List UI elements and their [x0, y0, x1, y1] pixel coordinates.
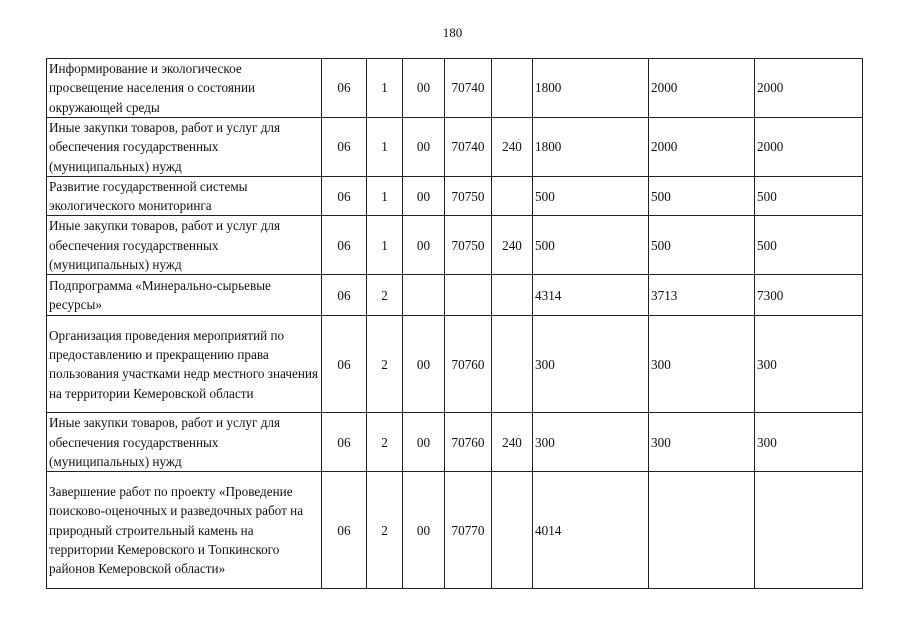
code-section: 06 [322, 413, 367, 472]
row-description: Иные закупки товаров, работ и услуг для обеспечения государственных (муниципальных) нужд [47, 117, 322, 176]
row-description: Иные закупки товаров, работ и услуг для обеспечения государственных (муниципальных) нужд [47, 413, 322, 472]
row-description: Развитие государственной системы экологического мониторинга [47, 176, 322, 216]
code-expense-type: 240 [492, 413, 533, 472]
budget-table [46, 58, 863, 589]
amount-year-2: 3713 [649, 275, 755, 316]
amount-year-3: 2000 [755, 59, 863, 118]
amount-year-1: 1800 [533, 59, 649, 118]
code-program: 2 [367, 413, 403, 472]
row-description: Иные закупки товаров, работ и услуг для обеспечения государственных (муниципальных) нужд [47, 216, 322, 275]
amount-year-2: 300 [649, 413, 755, 472]
code-program: 2 [367, 275, 403, 316]
table-row [47, 472, 863, 589]
amount-year-1: 4314 [533, 275, 649, 316]
amount-year-2: 2000 [649, 59, 755, 118]
amount-year-2: 300 [649, 316, 755, 413]
code-program: 2 [367, 472, 403, 589]
row-description: Информирование и экологическое просвещение населения о состоянии окружающей среды [47, 59, 322, 118]
amount-year-3: 2000 [755, 117, 863, 176]
code-subprogram: 00 [403, 117, 445, 176]
code-subprogram: 00 [403, 176, 445, 216]
code-direction: 70770 [445, 472, 492, 589]
code-section: 06 [322, 117, 367, 176]
amount-year-3: 300 [755, 413, 863, 472]
code-program: 1 [367, 216, 403, 275]
code-subprogram [403, 275, 445, 316]
code-section: 06 [322, 59, 367, 118]
row-description: Завершение работ по проекту «Проведение поисково-оценочных и разведочных работ на природный строительный камень на территории Кемеровского и Топкинского районов Кемеровской области» [47, 472, 322, 589]
amount-year-3 [755, 472, 863, 589]
table-row [47, 413, 863, 472]
code-direction: 70760 [445, 413, 492, 472]
code-expense-type [492, 176, 533, 216]
amount-year-1: 500 [533, 216, 649, 275]
code-direction: 70760 [445, 316, 492, 413]
amount-year-3: 7300 [755, 275, 863, 316]
amount-year-2: 500 [649, 176, 755, 216]
table-row [47, 316, 863, 413]
code-expense-type [492, 316, 533, 413]
amount-year-2 [649, 472, 755, 589]
code-program: 2 [367, 316, 403, 413]
code-direction: 70740 [445, 59, 492, 118]
amount-year-1: 1800 [533, 117, 649, 176]
amount-year-3: 300 [755, 316, 863, 413]
code-program: 1 [367, 117, 403, 176]
code-section: 06 [322, 275, 367, 316]
code-section: 06 [322, 216, 367, 275]
amount-year-1: 500 [533, 176, 649, 216]
code-subprogram: 00 [403, 472, 445, 589]
code-section: 06 [322, 472, 367, 589]
amount-year-1: 300 [533, 316, 649, 413]
code-program: 1 [367, 59, 403, 118]
amount-year-1: 300 [533, 413, 649, 472]
code-direction: 70740 [445, 117, 492, 176]
table-row [47, 275, 863, 316]
table-row [47, 176, 863, 216]
code-subprogram: 00 [403, 316, 445, 413]
code-expense-type: 240 [492, 117, 533, 176]
code-subprogram: 00 [403, 59, 445, 118]
code-direction [445, 275, 492, 316]
code-expense-type: 240 [492, 216, 533, 275]
code-subprogram: 00 [403, 413, 445, 472]
table-row [47, 59, 863, 118]
amount-year-3: 500 [755, 216, 863, 275]
code-direction: 70750 [445, 176, 492, 216]
code-program: 1 [367, 176, 403, 216]
amount-year-3: 500 [755, 176, 863, 216]
code-section: 06 [322, 176, 367, 216]
table-row [47, 117, 863, 176]
amount-year-2: 500 [649, 216, 755, 275]
amount-year-2: 2000 [649, 117, 755, 176]
page-number: 180 [442, 25, 463, 40]
row-description: Организация проведения мероприятий по предоставлению и прекращению права пользования участками недр местного значения на территории Кемеровской области [47, 316, 322, 413]
amount-year-1: 4014 [533, 472, 649, 589]
code-direction: 70750 [445, 216, 492, 275]
code-subprogram: 00 [403, 216, 445, 275]
code-expense-type [492, 59, 533, 118]
code-expense-type [492, 472, 533, 589]
table-row [47, 216, 863, 275]
code-section: 06 [322, 316, 367, 413]
row-description: Подпрограмма «Минерально-сырьевые ресурсы» [47, 275, 322, 316]
code-expense-type [492, 275, 533, 316]
